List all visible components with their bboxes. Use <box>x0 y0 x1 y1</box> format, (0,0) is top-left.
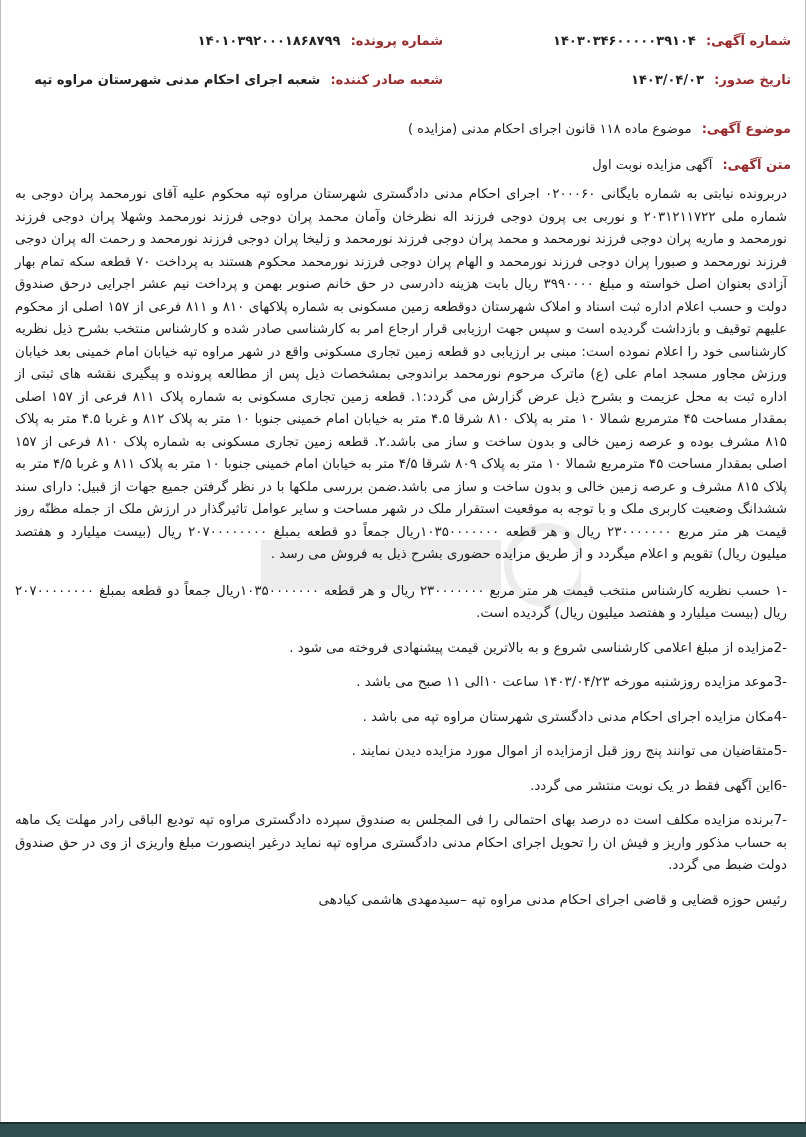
ad-number-row <box>553 34 791 49</box>
list-item: -3موعد مزایده روزشنبه مورخه ۱۴۰۳/۰۴/۲۳ ساعت ۱۰الی ۱۱ صبح می باشد . <box>356 675 787 690</box>
list-item: -6این آگهی فقط در یک نوبت منتشر می گردد. <box>530 778 787 794</box>
subject-label: موضوع آگهی: <box>701 122 791 137</box>
file-number-row <box>198 34 443 49</box>
issue-date-row <box>631 73 791 88</box>
list-item: -7برنده مزایده مکلف است ده درصد بهای احتمالی را فی المجلس به صندوق سپرده دادگستری مراوه تپه تودیع الباقی رادر مهلت یک ماهه به حساب مذکور واریز و فیش ان را تحویل اجرای احکام مدنی دادگستری مراوه تپه نماید درغیر اینصورت مبلغ واریزی از وی در حق صندوق دولت ضبط می گردد. <box>15 813 787 873</box>
ad-number-label: شماره آگهی: <box>705 34 791 49</box>
ad-number: ۱۴۰۳۰۳۴۶۰۰۰۰۰۳۹۱۰۴ <box>553 34 696 49</box>
subject-row <box>408 122 791 137</box>
body-paragraph: دربرونده نیابتی به شماره بایگانی ۰۲۰۰۰۶۰ اجرای احکام مدنی دادگستری شهرستان مراوه تپه محکوم علیه آقای نورمحمد پران دوجی به شماره ملی ۲۰۳۱۲۱۱۷۲۲ و نوربی بی پرون دوجی فرزند اله نظرخان وآمان محمد پران دوجی فرزند نورمحمد وشهلا پران دوجی فرزند نورمحمد و ماریه پران دوجی فرزند نورمحمد و محمد پران دوجی فرزند نورمحمد و زلیخا پران دوجی فرزند نورمحمد و رحمت اله پران دوجی فرزند نورمحمد و صبورا پران دوجی فرزند نورمحمد و الهام پران دوجی فرزند نورمحمد محکوم هستند به پرداخت ۷۰ قطعه سکه تمام بهار آزادی بعنوان اصل خواسته و مبلغ ۳۹۹۰۰۰۰ ریال بابت هزینه دادرسی در حق خانم صنوبر بهمن و پرداخت نیم عشر اجرایی درحق صندوق دولت و حسب اعلام اداره ثبت اسناد و املاک شهرستان دوقطعه زمین مسکونی به شماره پلاکهای ۸۱۰ و ۸۱۱ فرعی از ۱۵۷ اصلی از محکوم علیهم توقیف و بازداشت گردیده است و سپس جهت ارزیابی قرار ارجاع امر به کارشناسی صادر شده و کارشناس منتخب بشرح ذیل نظریه کارشناسی خود را اعلام نموده است: مبنی بر ارزیابی دو قطعه زمین تجاری مسکونی واقع در شهر مراوه تپه خیابان امام خمینی بعد خیابان ورزش مجاور مسجد امام علی (ع) ماترک مرحوم نورمحمد براندوجی بمشخصات ذیل پس از مطالعه پرونده و پیگیری نقشه های ثبتی از اداره ثبت به محل عزیمت و بشرح ذیل عرض گزارش می گردد:۱. قطعه زمین تجاری مسکونی به شماره پلاک ۸۱۱ فرعی از ۱۵۷ اصلی بمقدار مساحت ۴۵ مترمربع شمالا ۱۰ متر به پلاک ۸۱۰ شرقا ۴.۵ متر به خیابان امام خمینی جنوبا ۱۰ متر به پلاک ۸۱۲ و غربا ۴.۵ متر به پلاک ۸۱۵ مشرف بوده و عرصه زمین خالی و بدون ساخت و ساز می باشد.۲. قطعه زمین تجاری مسکونی به شماره پلاک ۸۱۰ فرعی از ۱۵۷ اصلی بمقدار مساحت ۴۵ مترمربع شمالا ۱۰ متر به پلاک ۸۰۹ شرقا ۴/۵ متر به خیابان امام خمینی جنوبا ۱۰ متر به پلاک ۸۱۱ و غربا ۴/۵ متر به پلاک ۸۱۵ مشرف و عرصه زمین خالی و بدون ساخت و ساز می باشد.ضمن بررسی ملکها با در نظر گرفتن جمیع جهات از قبیل: دارای سند ششدانگ وضعیت کاربری ملک و با توجه به موقعیت استقرار ملک در شهر مساحت و سایر عوامل تاثیرگذار در ارزش ملک از جمله مظنّه روز قیمت هر متر مربع ۲۳۰۰۰۰۰۰۰ ریال و هر قطعه ۱۰۳۵۰۰۰۰۰۰۰ریال جمعاً دو قطعه بمبلغ ۲۰۷۰۰۰۰۰۰۰۰ ریال (بیست میلیارد و هفتصد میلیون ریال) تقویم و اعلام میگردد و از طریق مزایده حضوری بشرح ذیل به فروش می رسد . <box>15 187 788 562</box>
issue-date: ۱۴۰۳/۰۴/۰۳ <box>631 73 704 88</box>
subject-value: موضوع ماده ۱۱۸ قانون اجرای احکام مدنی (مزایده ) <box>407 122 692 137</box>
issue-date-label: تاریخ صدور: <box>714 73 791 88</box>
issuer-label: شعبه صادر کننده: <box>330 73 443 88</box>
ad-text-title: آگهی مزایده نوبت اول <box>592 158 713 173</box>
ad-body <box>15 184 787 922</box>
bottom-bar <box>0 1122 806 1137</box>
list-item: -4مکان مزایده اجرای احکام مدنی دادگستری شهرستان مراوه تپه می باشد . <box>362 709 787 725</box>
ad-text-title-row <box>592 158 791 173</box>
issuer-row <box>34 73 443 88</box>
issuer: شعبه اجرای احکام مدنی شهرستان مراوه تپه <box>34 73 321 88</box>
list-item: -5متقاضیان می توانند پنج روز قبل ازمزایده از اموال مورد مزایده دیدن نمایند . <box>351 744 787 759</box>
ad-text-label: متن آگهی: <box>722 158 791 173</box>
list-item: -2مزایده از مبلغ اعلامی کارشناسی شروع و به بالاترین قیمت پیشنهادی فروخته می شود . <box>289 640 787 656</box>
list-item: -۱ حسب نظریه کارشناس منتخب قیمت هر متر مربع ۲۳۰۰۰۰۰۰۰ ریال و هر قطعه ۱۰۳۵۰۰۰۰۰۰۰ریال جمعاً دو قطعه بمبلغ ۲۰۷۰۰۰۰۰۰۰۰ ریال (بیست میلیارد و هفتصد میلیون ریال) گردیده است. <box>15 583 788 621</box>
file-number: ۱۴۰۱۰۳۹۲۰۰۰۱۸۶۸۷۹۹ <box>197 34 341 49</box>
file-number-label: شماره پرونده: <box>350 34 443 49</box>
signature: رئیس حوزه قضایی و قاضی اجرای احکام مدنی مراوه تپه –سیدمهدی هاشمی کیادهی <box>318 892 787 908</box>
